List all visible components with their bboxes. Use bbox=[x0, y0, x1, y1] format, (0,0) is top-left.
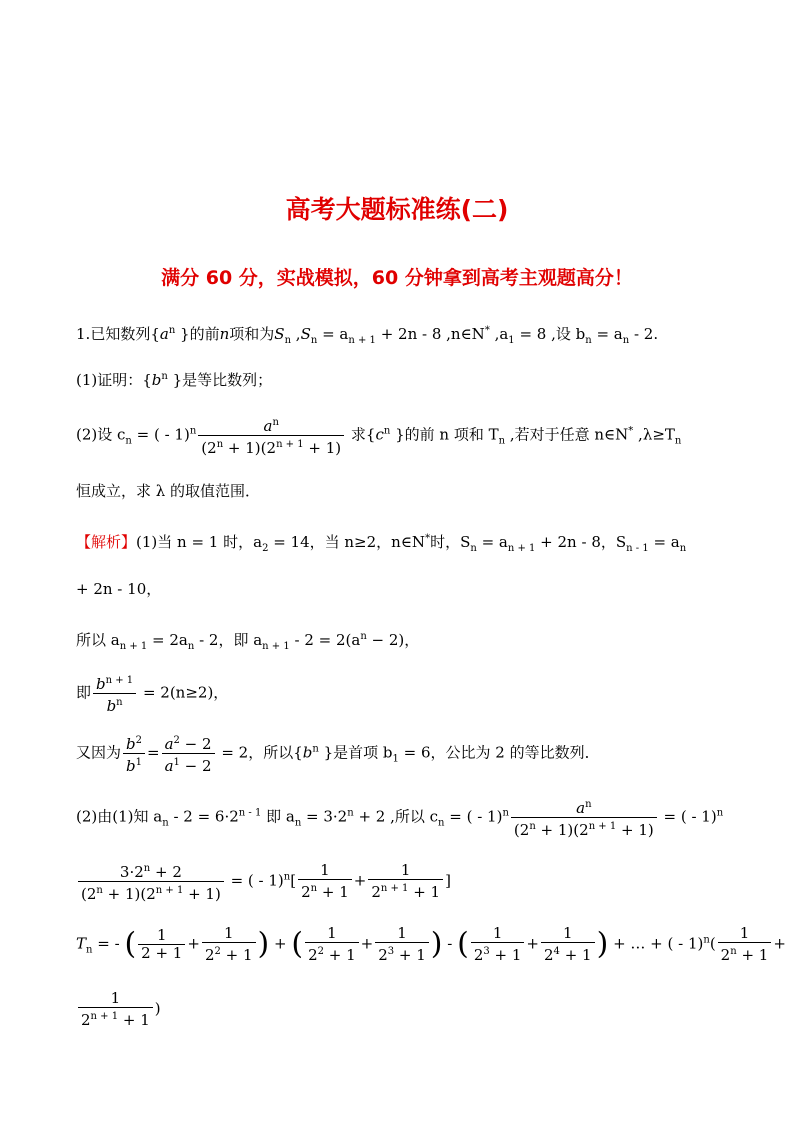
problem-part-2-cont: 恒成立，求 λ 的取值范围． bbox=[76, 482, 261, 500]
problem-part-2: (2)设 $c_n$ = ( - 1)$^n$ $\frac{a^n}{(2^n + 1)(2^{n + 1} + 1)}$ 求{$c^n$ }的前 n 项和 $T_n$ ,若对于任意 n∈N* $,\lambda\ge T_n$ bbox=[76, 414, 681, 457]
solution-line-4: 即 $\frac{b^{n + 1}}{b^n}$ = 2(n≥2)， bbox=[76, 672, 228, 715]
problem-part-1: (1)证明：{$b^n$ }是等比数列； bbox=[76, 371, 273, 389]
solution-line-6: (2)由(1)知 $a_n - 2 = 6\cdot 2^{n - 1}$ 即 $a_n = 3\cdot 2^n + 2$ ,所以 $c_n$ = ( - 1)$^n$ $\frac{a^n}{(2^n + 1)(2^{n + 1} + 1)}$ = ( - 1)$^n$ bbox=[76, 796, 723, 839]
problem-line-1: 1.已知数列{$a^n$ }的前n项和为$S_n$ $,S_n = a_{n + 1} + 2n - 8$ ,n∈N* $,a_1 = 8$ ,设 $b_n = a_n - 2$. bbox=[76, 325, 659, 346]
solution-line-2: + 2n - 10， bbox=[76, 580, 162, 598]
solution-line-8: $T_n$ = - ( $\frac{1}{2 + 1}$ + $\frac{1}{2^2 + 1}$ ) + ( $\frac{1}{2^2 + 1}$ + $\frac{1}{2^3 + 1}$ ) - ( $\frac{1}{2^3 + 1}$ + $\frac{1}{2^4 + 1}$ ) + … + ( - 1)$^n$( $\frac{1}{2^n + 1}$ + bbox=[76, 924, 786, 964]
solution-line-3: 所以 $a_{n + 1} = 2a_n - 2$，即 $a_{n + 1} - 2 = 2(a^n - 2)$， bbox=[76, 631, 420, 652]
solution-line-7: $\frac{3\cdot 2^n + 2}{(2^n + 1)(2^{n + 1} + 1)}$ = ( - 1)$^n$[ $\frac{1}{2^n + 1}$ + $\frac{1}{2^{n + 1} + 1}$ ] bbox=[76, 860, 451, 903]
solution-line-1: 【解析】(1)当 n = 1 时，$a_2 = 14$，当 n≥2，n∈N*时，$S_n = a_{n + 1} + 2n - 8$，$S_{n - 1} = a_n$ bbox=[76, 533, 687, 554]
page-title: 高考大题标准练(二) bbox=[285, 195, 509, 224]
solution-line-5: 又因为 $\frac{b^2}{b^1}$ = $\frac{a^2 - 2}{a^1 - 2}$ = 2，所以{$b^n$ }是首项 $b_1 = 6$，公比为 2 的等比数列． bbox=[76, 732, 600, 775]
solution-tag: 【解析】 bbox=[76, 533, 137, 551]
page-subtitle: 满分 60 分，实战模拟，60 分钟拿到高考主观题高分！ bbox=[161, 267, 633, 289]
fraction: $\frac{a^n}{(2^n + 1)(2^{n + 1} + 1)}$ bbox=[198, 414, 344, 457]
solution-line-9: $\frac{1}{2^{n + 1} + 1}$ ) bbox=[76, 990, 161, 1029]
